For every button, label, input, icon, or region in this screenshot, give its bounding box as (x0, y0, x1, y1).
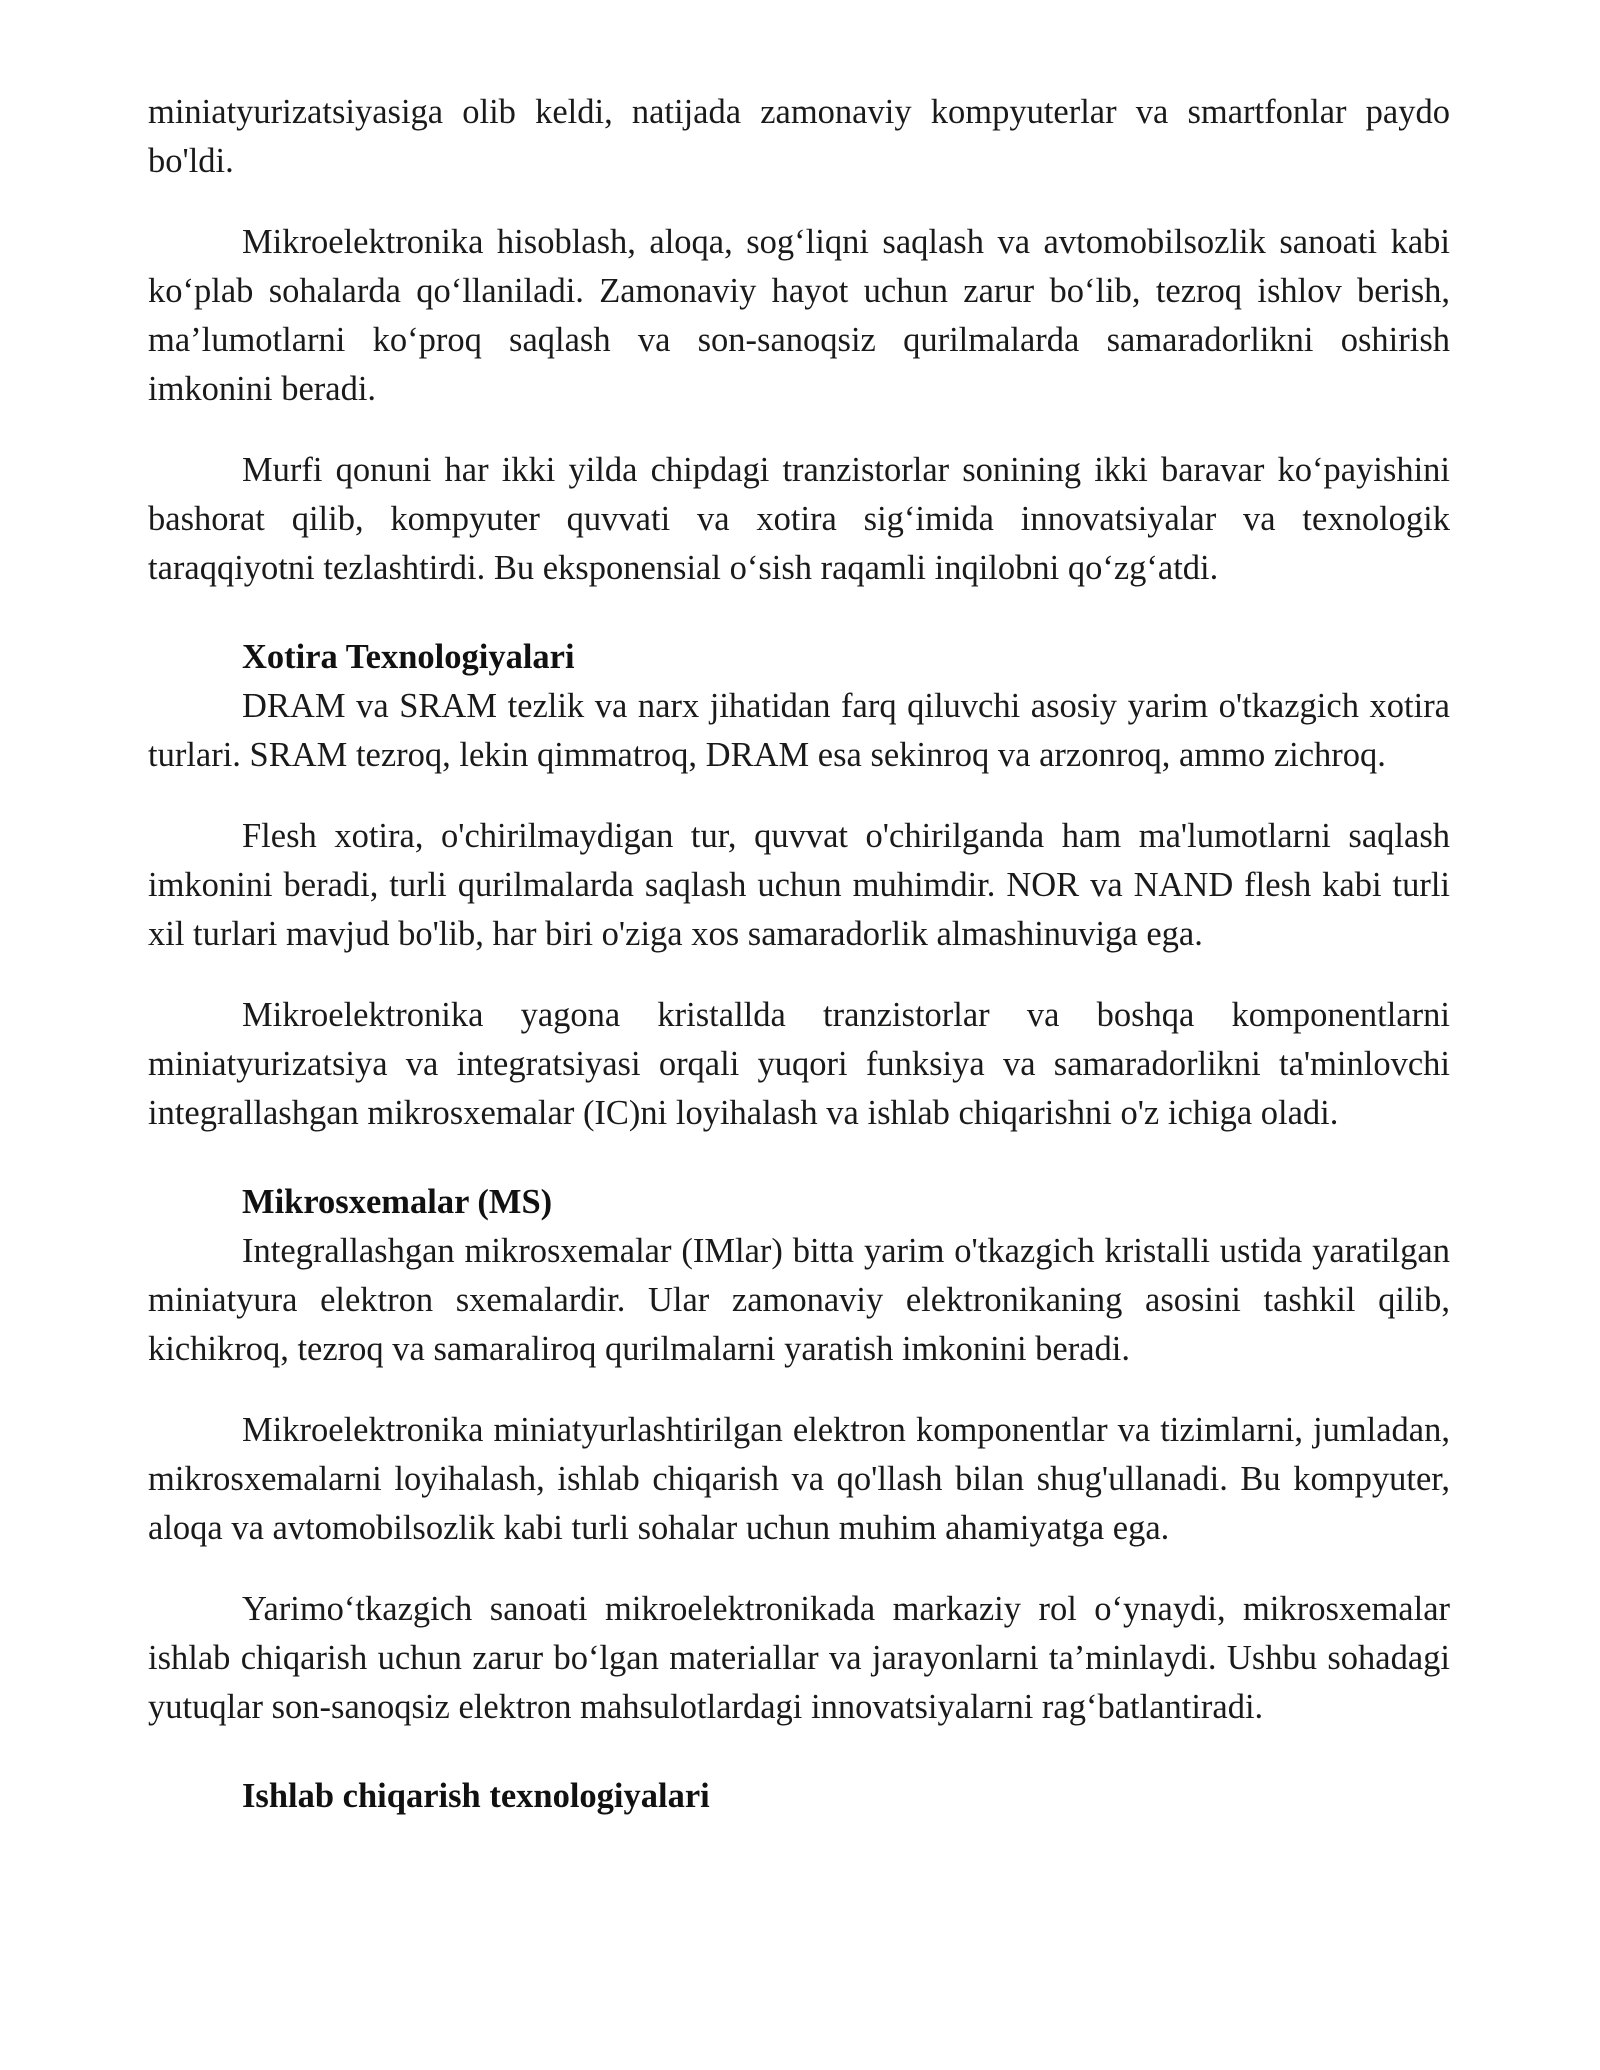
paragraph-applications: Mikroelektronika hisoblash, aloqa, sog‘liqni saqlash va avtomobilsozlik sanoati kabi ko‘plab sohalarda qo‘llaniladi. Zamonaviy hayot uchun zarur bo‘lib, tezroq ishlov berish, ma’lumotlarni ko‘proq saqlash va son-sanoqsiz qurilmalarda samaradorlikni oshirish imkonini beradi. (148, 223, 1450, 408)
paragraph-continuation: miniatyurizatsiyasiga olib keldi, natijada zamonaviy kompyuterlar va smartfonlar paydo bo'ldi. (148, 93, 1450, 180)
paragraph-integrated-circuits: Integrallashgan mikrosxemalar (IMlar) bitta yarim o'tkazgich kristalli ustida yaratilgan miniatyura elektron sxemalardir. Ular zamonaviy elektronikaning asosini tashkil qilib, kichikroq, tezroq va samaraliroq qurilmalarni yaratish imkonini beradi. (148, 1232, 1450, 1368)
paragraph-dram-sram: DRAM va SRAM tezlik va narx jihatidan farq qiluvchi asosiy yarim o'tkazgich xotira turlari. SRAM tezroq, lekin qimmatroq, DRAM esa sekinroq va arzonroq, ammo zichroq. (148, 687, 1450, 774)
section-heading-memory: Xotira Texnologiyalari (242, 638, 575, 676)
paragraph-ic-design: Mikroelektronika yagona kristallda tranzistorlar va boshqa komponentlarni miniatyurizatsiya va integratsiyasi orqali yuqori funksiya va samaradorlikni ta'minlovchi integrallashgan mikrosxemalar (IC)ni loyihalash va ishlab chiqarishni o'z ichiga oladi. (148, 996, 1450, 1132)
section-heading-microcircuits: Mikrosxemalar (MS) (242, 1183, 553, 1221)
section-heading-manufacturing: Ishlab chiqarish texnologiyalari (242, 1777, 710, 1815)
paragraph-moores-law: Murfi qonuni har ikki yilda chipdagi tranzistorlar sonining ikki baravar ko‘payishini bashorat qilib, kompyuter quvvati va xotira sig‘imida innovatsiyalar va texnologik taraqqiyotni tezlashtirdi. Bu eksponensial o‘sish raqamli inqilobni qo‘zg‘atdi. (148, 451, 1450, 587)
paragraph-flash-memory: Flesh xotira, o'chirilmaydigan tur, quvvat o'chirilganda ham ma'lumotlarni saqlash imkonini beradi, turli qurilmalarda saqlash uchun muhimdir. NOR va NAND flesh kabi turli xil turlari mavjud bo'lib, har biri o'ziga xos samaradorlik almashinuviga ega. (148, 817, 1450, 953)
paragraph-microelectronics-fields: Mikroelektronika miniatyurlashtirilgan elektron komponentlar va tizimlarni, jumladan, mikrosxemalarni loyihalash, ishlab chiqarish va qo'llash bilan shug'ullanadi. Bu kompyuter, aloqa va avtomobilsozlik kabi turli sohalar uchun muhim ahamiyatga ega. (148, 1411, 1450, 1547)
paragraph-semiconductor-industry: Yarimo‘tkazgich sanoati mikroelektronikada markaziy rol o‘ynaydi, mikrosxemalar ishlab chiqarish uchun zarur bo‘lgan materiallar va jarayonlarni ta’minlaydi. Ushbu sohadagi yutuqlar son-sanoqsiz elektron mahsulotlardagi innovatsiyalarni rag‘batlantiradi. (148, 1590, 1450, 1726)
document-page (148, 88, 1450, 1821)
